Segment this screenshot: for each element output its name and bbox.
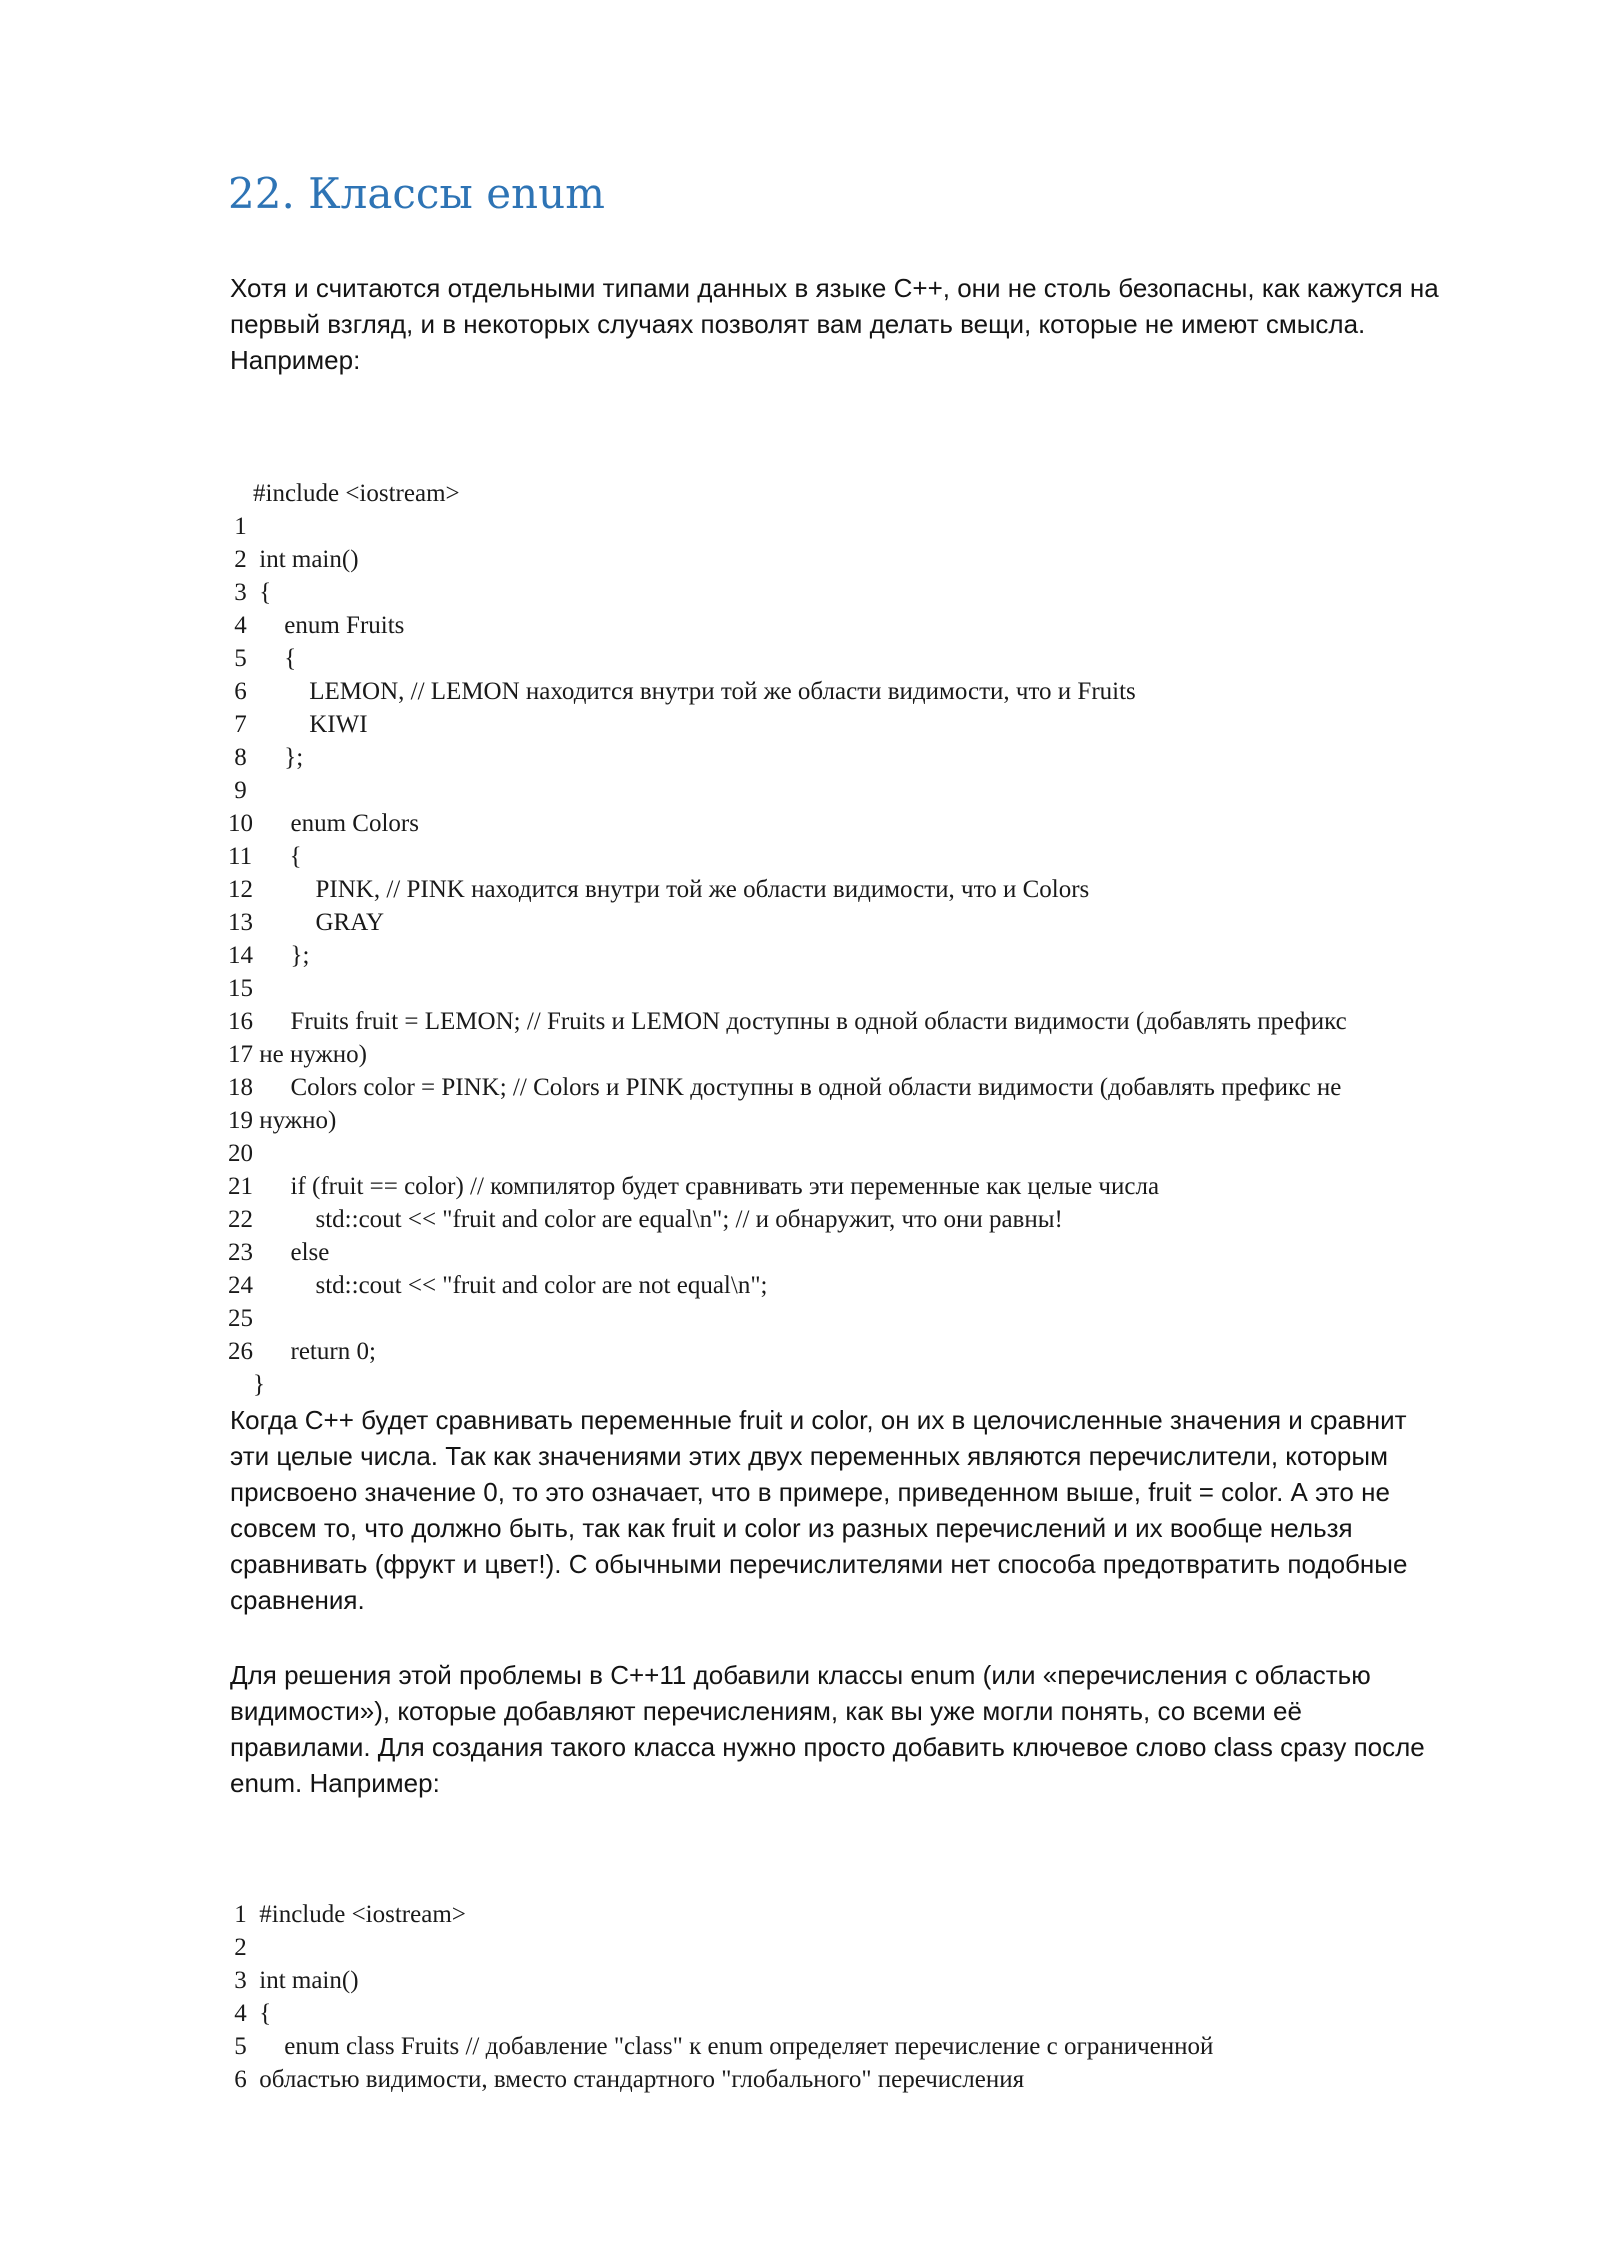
code-line: 2: [228, 1934, 247, 1961]
code-listing-2: [228, 1898, 1213, 2096]
intro-paragraph: [230, 270, 1520, 378]
code-line: 23 else: [228, 1239, 330, 1266]
code-line: 15: [228, 975, 253, 1002]
text-line: Когда C++ будет сравнивать переменные fruit и color, он их в целочисленные значения и сравнит: [230, 1405, 1407, 1435]
text-line: Для решения этой проблемы в C++11 добавили классы enum (или «перечисления с областью: [230, 1660, 1371, 1690]
code-line: 24 std::cout << "fruit and color are not equal\n";: [228, 1272, 768, 1299]
code-line: 20: [228, 1140, 253, 1167]
solution-paragraph: [230, 1657, 1520, 1801]
code-line: 17 не нужно): [228, 1041, 368, 1068]
page-title: 22. Классы enum: [228, 169, 605, 218]
code-line: 25: [228, 1305, 253, 1332]
code-line: 6 LEMON, // LEMON находится внутри той же области видимости, что и Fruits: [228, 678, 1136, 705]
code-line: 4 {: [228, 2000, 272, 2027]
text-line: первый взгляд, и в некоторых случаях позволят вам делать вещи, которые не имеют смысла.: [230, 309, 1366, 339]
text-line: видимости»), которые добавляют перечислениям, как вы уже могли понять, со всеми её: [230, 1696, 1302, 1726]
code-line: 2 int main(): [228, 546, 359, 573]
code-line: 5 {: [228, 645, 297, 672]
text-line: совсем то, что должно быть, так как fruit и color из разных перечислений и их вообще нельзя: [230, 1513, 1353, 1543]
code-line: 7 KIWI: [228, 711, 368, 738]
text-line: Например:: [230, 345, 361, 375]
code-line: 22 std::cout << "fruit and color are equal\n"; // и обнаружит, что они равны!: [228, 1206, 1063, 1233]
code-line: 14 };: [228, 942, 310, 969]
explanation-paragraph: [230, 1402, 1520, 1618]
code-line: 10 enum Colors: [228, 810, 419, 837]
text-line: присвоено значение 0, то это означает, что в примере, приведенном выше, fruit = color. А это не: [230, 1477, 1390, 1507]
code-line: 19 нужно): [228, 1107, 337, 1134]
text-line: Хотя и считаются отдельными типами данных в языке C++, они не столь безопасны, как кажутся на: [230, 273, 1439, 303]
text-line: enum. Например:: [230, 1768, 440, 1798]
code-line: 12 PINK, // PINK находится внутри той же области видимости, что и Colors: [228, 876, 1090, 903]
code-line: 4 enum Fruits: [228, 612, 405, 639]
code-line: 1: [228, 513, 247, 540]
code-line: 21 if (fruit == color) // компилятор будет сравнивать эти переменные как целые числа: [228, 1173, 1160, 1200]
code-line: 6 областью видимости, вместо стандартного "глобального" перечисления: [228, 2066, 1025, 2093]
code-line: }: [228, 1371, 265, 1398]
code-line: 8 };: [228, 744, 304, 771]
code-line: 18 Colors color = PINK; // Colors и PINK доступны в одной области видимости (добавлять префикс не: [228, 1074, 1342, 1101]
code-line: 9: [228, 777, 247, 804]
code-line: 3 {: [228, 579, 272, 606]
code-line: 16 Fruits fruit = LEMON; // Fruits и LEMON доступны в одной области видимости (добавлять префикс: [228, 1008, 1347, 1035]
code-line: 26 return 0;: [228, 1338, 376, 1365]
code-line: 5 enum class Fruits // добавление "class" к enum определяет перечисление с ограниченной: [228, 2033, 1214, 2060]
code-line: 3 int main(): [228, 1967, 359, 1994]
text-line: сравнивать (фрукт и цвет!). С обычными перечислителями нет способа предотвратить подобные: [230, 1549, 1408, 1579]
code-listing-1: [228, 477, 1347, 1401]
code-line: 11 {: [228, 843, 302, 870]
code-line: 1 #include <iostream>: [228, 1901, 466, 1928]
text-line: эти целые числа. Так как значениями этих двух переменных являются перечислители, которым: [230, 1441, 1388, 1471]
text-line: правилами. Для создания такого класса нужно просто добавить ключевое слово class сразу после: [230, 1732, 1425, 1762]
code-line: 13 GRAY: [228, 909, 385, 936]
code-line: #include <iostream>: [228, 480, 460, 507]
text-line: сравнения.: [230, 1585, 365, 1615]
